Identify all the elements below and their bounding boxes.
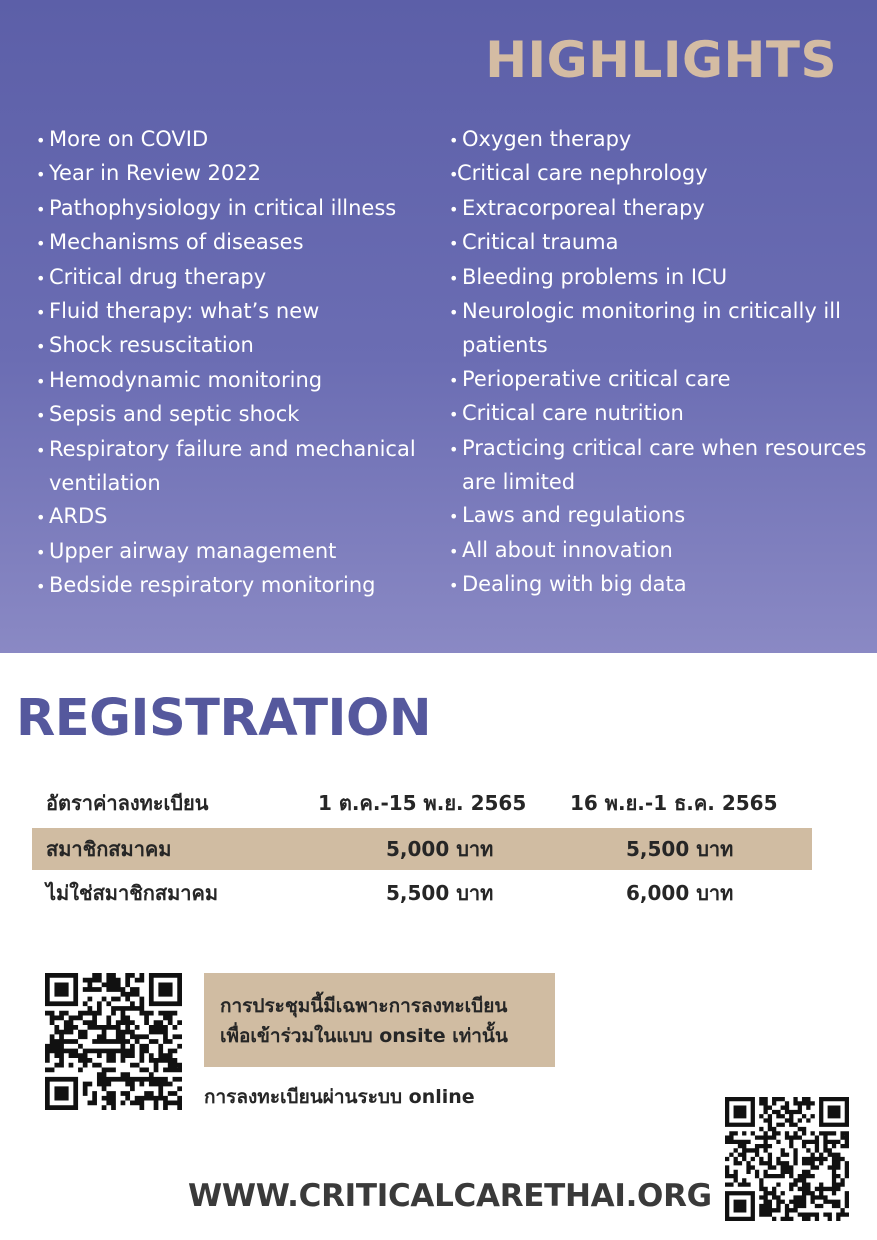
highlight-item: • Practicing critical care when resources are limited: [449, 432, 869, 500]
highlight-item: • More on COVID: [36, 123, 436, 157]
fee-header-early: 1 ต.ค.-15 พ.ย. 2565: [318, 791, 527, 815]
highlight-item: • Bleeding problems in ICU: [449, 261, 869, 295]
fee-row-label: สมาชิกสมาคม: [46, 837, 172, 861]
fee-early-price: 5,500 บาท: [386, 881, 494, 905]
highlights-title: HIGHLIGHTS: [485, 31, 837, 89]
highlight-item: • ARDS: [36, 500, 436, 534]
highlight-item: • Critical care nephrology: [449, 157, 869, 191]
highlights-right-list: [449, 123, 869, 603]
registration-title: REGISTRATION: [16, 689, 432, 748]
onsite-notice-line: เพื่อเข้าร่วมในแบบ onsite เท่านั้น: [220, 1025, 508, 1047]
highlight-item: • All about innovation: [449, 534, 869, 568]
highlight-item: • Fluid therapy: what’s new: [36, 295, 436, 329]
highlight-item: • Shock resuscitation: [36, 329, 436, 363]
highlights-left-list: [36, 123, 436, 604]
website-qr-code[interactable]: [725, 1097, 849, 1221]
fee-early-price: 5,000 บาท: [386, 837, 494, 861]
fee-row-non-member: [32, 872, 812, 914]
registration-qr-code[interactable]: [45, 973, 182, 1110]
highlight-item: • Extracorporeal therapy: [449, 192, 869, 226]
highlight-item: • Year in Review 2022: [36, 157, 436, 191]
online-registration-text: การลงทะเบียนผ่านระบบ online: [204, 1086, 475, 1108]
highlight-item: • Sepsis and septic shock: [36, 398, 436, 432]
highlight-item: • Upper airway management: [36, 535, 436, 569]
fee-late-price: 6,000 บาท: [626, 881, 734, 905]
fee-header-late: 16 พ.ย.-1 ธ.ค. 2565: [570, 791, 778, 815]
highlight-item: • Pathophysiology in critical illness: [36, 192, 436, 226]
qr-pattern: [45, 973, 182, 1110]
highlight-item: • Critical care nutrition: [449, 397, 869, 431]
qr-pattern: [725, 1097, 849, 1221]
fee-header-label: อัตราค่าลงทะเบียน: [46, 791, 209, 815]
website-url[interactable]: WWW.CRITICALCARETHAI.ORG: [188, 1178, 712, 1214]
highlight-item: • Perioperative critical care: [449, 363, 869, 397]
onsite-notice: [204, 973, 555, 1067]
highlight-item: • Dealing with big data: [449, 568, 869, 602]
highlight-item: • Respiratory failure and mechanical ventilation: [36, 433, 436, 501]
highlight-item: • Critical trauma: [449, 226, 869, 260]
highlight-item: • Bedside respiratory monitoring: [36, 569, 436, 603]
highlight-item: • Neurologic monitoring in critically ill patients: [449, 295, 869, 363]
highlight-item: • Laws and regulations: [449, 499, 869, 533]
fee-row-label: ไม่ใช่สมาชิกสมาคม: [46, 881, 219, 905]
onsite-notice-line: การประชุมนี้มีเฉพาะการลงทะเบียน: [220, 995, 508, 1017]
fee-table-header: [32, 782, 812, 824]
highlight-item: • Critical drug therapy: [36, 261, 436, 295]
highlight-item: • Mechanisms of diseases: [36, 226, 436, 260]
fee-row-member: [32, 828, 812, 870]
fee-late-price: 5,500 บาท: [626, 837, 734, 861]
highlight-item: • Hemodynamic monitoring: [36, 364, 436, 398]
highlight-item: • Oxygen therapy: [449, 123, 869, 157]
